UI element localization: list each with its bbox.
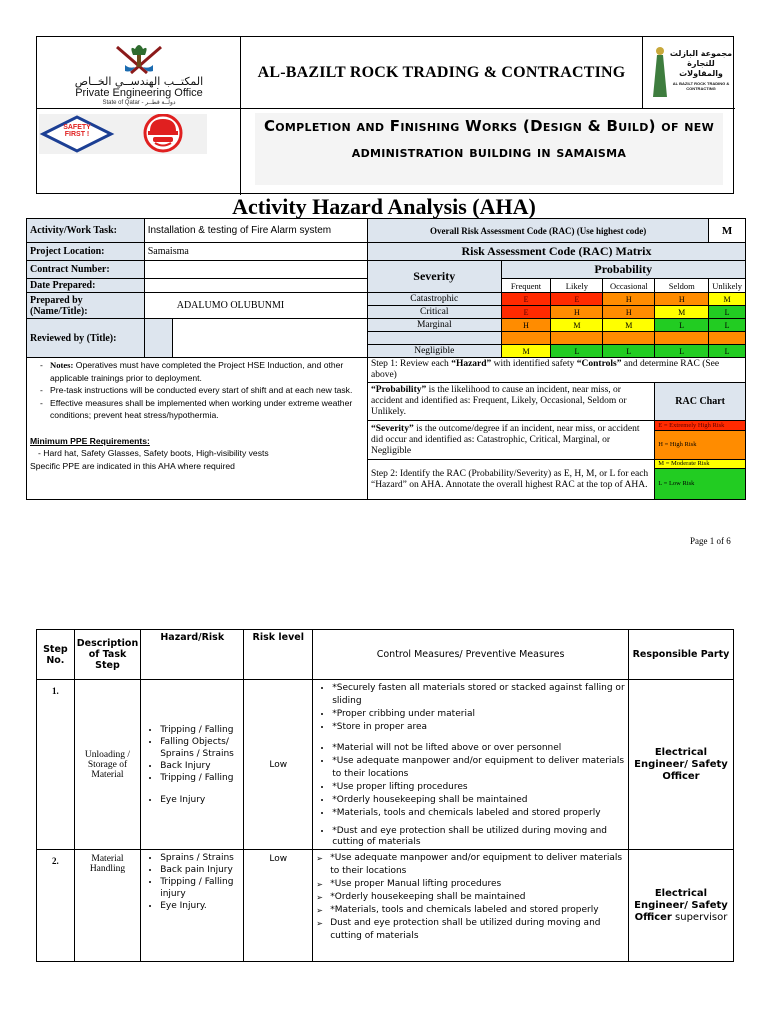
rac-cell: H xyxy=(551,306,603,319)
hazard-item: • Back pain Injury xyxy=(160,864,242,876)
notes-section xyxy=(27,358,368,500)
project-title: Completion and Finishing Works (Design & Build) of new administration building in samaisma xyxy=(255,113,723,185)
rac-chart-title: RAC Chart xyxy=(655,383,746,421)
rac-chart-top xyxy=(655,421,746,460)
header-responsible: Responsible Party xyxy=(628,630,733,680)
rac-chart-h: H = High Risk xyxy=(655,430,745,459)
control-item: ➢ Dust and eye protection shall be utilized during moving and cutting of materials xyxy=(330,917,627,943)
control-item: • *Material will not be lifted above or over personnel xyxy=(332,742,627,755)
page-number: Page 1 of 6 xyxy=(690,536,731,546)
step1-text: and determine RAC (See above) xyxy=(370,359,720,380)
rac-matrix-title: Risk Assessment Code (RAC) Matrix xyxy=(367,243,745,261)
note-item xyxy=(42,359,364,384)
rac-cell: L xyxy=(655,345,709,358)
rac-cell: L xyxy=(655,319,709,332)
table-row xyxy=(37,680,734,850)
ppe-items-text: Hard hat, Safety Glasses, Safety boots, High-visibility vests xyxy=(43,448,269,458)
header-control-measures: Control Measures/ Preventive Measures xyxy=(313,630,629,680)
logo-english-text: Private Engineering Office xyxy=(75,87,203,99)
rac-cell: E xyxy=(551,293,603,306)
step-description: Unloading / Storage of Material xyxy=(74,680,140,850)
control-item: • *Orderly housekeeping shall be maintained xyxy=(332,794,627,807)
aha-info-table xyxy=(26,218,746,500)
overall-rac-value: M xyxy=(709,219,746,243)
step1-text: with identified safety xyxy=(491,359,577,369)
note-text: Pre-task instructions will be conducted every start of shift and at each new task. xyxy=(50,385,353,395)
safety-first-text: SAFETY FIRST ! xyxy=(63,124,91,138)
prob-frequent: Frequent xyxy=(501,279,551,293)
hazard-cell xyxy=(141,680,244,850)
hazard-item: • Back Injury xyxy=(160,760,242,772)
activity-label: Activity/Work Task: xyxy=(27,219,145,243)
responsible-extra: supervisor xyxy=(671,911,728,923)
step1-instructions xyxy=(367,358,745,383)
reviewed-value xyxy=(172,319,367,358)
company-name: AL-BAZILT ROCK TRADING & CONTRACTING xyxy=(241,37,643,109)
rac-cell: M xyxy=(551,319,603,332)
hazard-item: • Tripping / Falling xyxy=(160,772,242,784)
step-number: 1. xyxy=(37,680,75,850)
rac-cell: L xyxy=(709,345,746,358)
logo-arabic-text: المكتــب الهندســي الخــاص xyxy=(74,75,204,88)
probability-header: Probability xyxy=(501,261,745,279)
severity-text: is the outcome/degree if an incident, near miss, or accident did occur and identified as: Catastrophic, Critical, Marginal, or Negligible xyxy=(370,423,640,456)
rac-cell: H xyxy=(501,319,551,332)
step1-text: Step 1: Review each xyxy=(370,359,452,369)
prob-seldom: Seldom xyxy=(655,279,709,293)
hazard-steps-table xyxy=(36,629,734,962)
hazard-cell xyxy=(141,850,244,962)
rac-cell: H xyxy=(603,306,655,319)
hazard-item: • Falling Objects/ Sprains / Strains xyxy=(160,736,242,760)
prob-unlikely: Unlikely xyxy=(709,279,746,293)
hazard-item: • Tripping / Falling injury xyxy=(160,876,242,900)
rac-chart-bottom xyxy=(655,460,746,500)
rac-cell: L xyxy=(603,345,655,358)
activity-value: Installation & testing of Fire Alarm system xyxy=(144,219,367,243)
rac-cell: M xyxy=(501,345,551,358)
severity-catastrophic: Catastrophic xyxy=(367,293,501,306)
controls-term: “Controls” xyxy=(576,359,622,369)
location-value: Samaisma xyxy=(144,243,367,261)
control-list xyxy=(314,682,627,848)
control-item: • *Securely fasten all materials stored or stacked against falling or sliding xyxy=(332,682,627,708)
prepared-value: ADALUMO OLUBUNMI xyxy=(144,293,367,319)
severity-blank xyxy=(367,332,501,345)
rac-blank-cell xyxy=(603,332,655,345)
control-item: • *Use adequate manpower and/or equipment to deliver materials to their locations xyxy=(332,755,627,781)
document-header xyxy=(36,36,734,194)
control-item: • *Materials, tools and chemicals labeled and stored properly xyxy=(332,807,627,820)
control-item: • *Store in proper area xyxy=(332,721,627,734)
private-engineering-office-logo xyxy=(37,37,241,109)
aha-title: Activity Hazard Analysis (AHA) xyxy=(232,194,536,219)
ppe-title: Minimum PPE Requirements: xyxy=(30,435,150,446)
severity-marginal: Marginal xyxy=(367,319,501,332)
hazard-list xyxy=(142,852,242,912)
rac-blank-cell xyxy=(655,332,709,345)
logo-sub-text: State of Qatar - دولــة قطــر xyxy=(102,100,176,106)
rac-cell: M xyxy=(655,306,709,319)
overall-rac-label: Overall Risk Assessment Code (RAC) (Use highest code) xyxy=(367,219,708,243)
severity-definition xyxy=(367,421,654,460)
note-text: Operatives must have completed the Project HSE Induction, and other applicable trainings prior to deployment. xyxy=(50,360,344,383)
prepared-label: Prepared by (Name/Title): xyxy=(27,293,145,319)
header-step-no: Step No. xyxy=(37,630,75,680)
control-item: ➢ *Use adequate manpower and/or equipment to deliver materials to their locations xyxy=(330,852,627,878)
notes-list xyxy=(30,359,364,422)
severity-term: “Severity” xyxy=(370,423,414,434)
header-description: Description of Task Step xyxy=(74,630,140,680)
probability-definition xyxy=(367,383,654,421)
tower-icon xyxy=(649,45,671,101)
rac-blank-cell xyxy=(551,332,603,345)
control-item: • *Dust and eye protection shall be utilized during moving and cutting of materials xyxy=(332,826,627,848)
probability-term: “Probability” xyxy=(370,385,427,395)
responsible-text: Electrical Engineer/ Safety Officer xyxy=(634,887,728,923)
responsible-text: Electrical Engineer/ Safety Officer xyxy=(634,746,728,782)
rac-cell: M xyxy=(603,319,655,332)
control-item: • *Proper cribbing under material xyxy=(332,708,627,721)
note-item xyxy=(42,384,364,397)
prob-likely: Likely xyxy=(551,279,603,293)
control-list xyxy=(314,852,627,943)
rac-blank-cell xyxy=(709,332,746,345)
severity-header: Severity xyxy=(367,261,501,293)
severity-negligible: Negligible xyxy=(367,345,501,358)
control-cell xyxy=(313,850,629,962)
rac-cell: H xyxy=(603,293,655,306)
control-item: ➢ *Use proper Manual lifting procedures xyxy=(330,878,627,891)
safety-first-logo xyxy=(37,109,241,195)
risk-level: Low xyxy=(244,850,313,962)
rac-chart-m: M = Moderate Risk xyxy=(655,460,745,468)
control-item: ➢ *Orderly housekeeping shall be maintained xyxy=(330,891,627,904)
rac-chart-e: E = Extremely High Risk xyxy=(655,421,745,430)
rac-cell: E xyxy=(501,293,551,306)
risk-level: Low xyxy=(244,680,313,850)
date-label: Date Prepared: xyxy=(27,279,145,293)
hazard-list xyxy=(142,724,242,806)
contract-label: Contract Number: xyxy=(27,261,145,279)
control-cell xyxy=(313,680,629,850)
al-bazilt-logo xyxy=(643,37,735,109)
responsible-party xyxy=(628,850,733,962)
step-number: 2. xyxy=(37,850,75,962)
note-item xyxy=(42,397,364,422)
reviewed-spacer xyxy=(144,319,172,358)
ppe-items: - Hard hat, Safety Glasses, Safety boots, High-visibility vests xyxy=(38,448,269,458)
rac-blank-cell xyxy=(501,332,551,345)
hazard-item: • Eye Injury. xyxy=(160,900,242,912)
probability-text: is the likelihood to cause an incident, near miss, or accident and identified as: Frequent, Likely, Occasional, Seldom or Unlikely. xyxy=(370,385,627,417)
hazard-item: • Sprains / Strains xyxy=(160,852,242,864)
table-row xyxy=(37,850,734,962)
right-logo-english: AL BAZILT ROCK TRADING & CONTRACTING xyxy=(672,81,730,91)
responsible-party xyxy=(628,680,733,850)
notes-label: Notes: xyxy=(50,360,74,370)
reviewed-label: Reviewed by (Title): xyxy=(27,319,145,358)
ppe-note: Specific PPE are indicated in this AHA where required xyxy=(30,460,235,471)
hazard-term: “Hazard” xyxy=(451,359,492,369)
control-item: ➢ *Materials, tools and chemicals labeled and stored properly xyxy=(330,904,627,917)
right-logo-arabic: مجموعة البازلت للتجارة والمقاولات xyxy=(669,49,733,78)
step-description: Material Handling xyxy=(74,850,140,962)
contract-value xyxy=(144,261,367,279)
hazard-item: • Eye Injury xyxy=(160,794,242,806)
rac-cell: L xyxy=(551,345,603,358)
rac-cell: H xyxy=(655,293,709,306)
prob-occasional: Occasional xyxy=(603,279,655,293)
rac-chart-l: L = Low Risk xyxy=(655,468,745,499)
severity-critical: Critical xyxy=(367,306,501,319)
header-hazard: Hazard/Risk xyxy=(141,630,244,680)
control-item: • *Use proper lifting procedures xyxy=(332,781,627,794)
rac-cell: L xyxy=(709,306,746,319)
date-value xyxy=(144,279,367,293)
rac-cell: M xyxy=(709,293,746,306)
project-title-area xyxy=(241,109,735,195)
hazard-item: • Tripping / Falling xyxy=(160,724,242,736)
rac-cell: E xyxy=(501,306,551,319)
step2-instructions: Step 2: Identify the RAC (Probability/Severity) as E, H, M, or L for each “Hazard” on AHA. Annotate the overall highest RAC at the top of AHA. xyxy=(367,460,654,500)
header-risk-level: Risk level xyxy=(244,630,313,680)
location-label: Project Location: xyxy=(27,243,145,261)
rac-cell: L xyxy=(709,319,746,332)
note-text: Effective measures shall be implemented when working under extreme weather conditions; prevent heat stress/hypothermia. xyxy=(50,397,353,420)
